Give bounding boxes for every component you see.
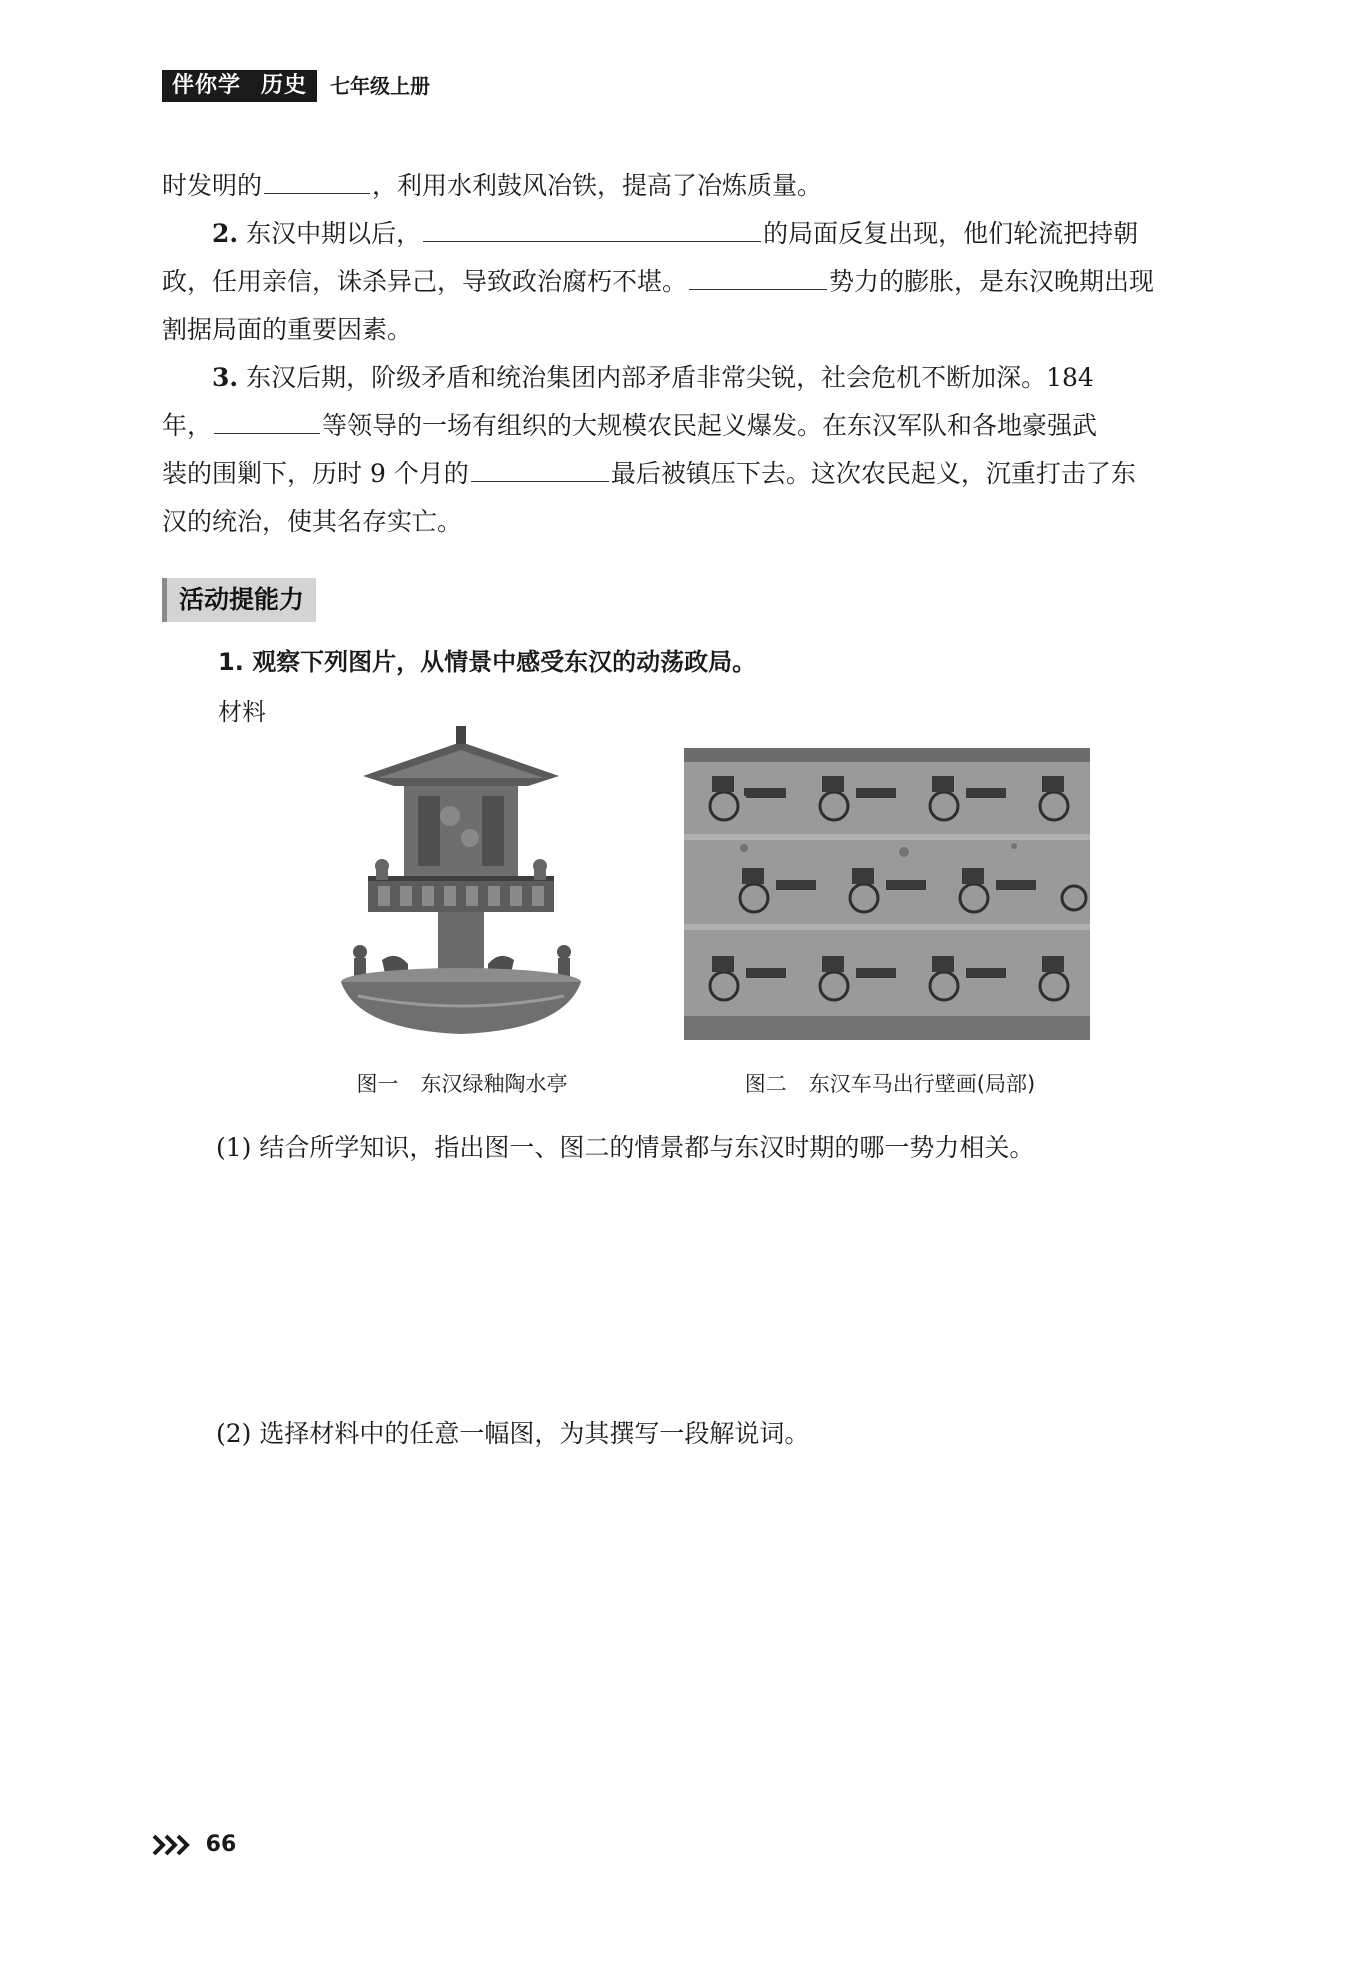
text: 年，: [162, 411, 213, 440]
text: 最后被镇压下去。这次农民起义，沉重打击了东: [610, 459, 1136, 488]
figure-2-chariot-mural: [684, 748, 1090, 1040]
figure-2-caption: [700, 1068, 1080, 1098]
item-2-line-1: [212, 210, 1262, 258]
pottery-pavilion-illustration: [338, 720, 584, 1036]
sub-question-2: (2) 选择材料中的任意一幅图，为其撰写一段解说词。: [216, 1419, 810, 1448]
item-2-line-3: 割据局面的重要因素。: [162, 315, 413, 344]
text: 东汉中期以后，: [246, 219, 422, 248]
fill-blank[interactable]: [214, 403, 320, 434]
section-title: 活动提能力: [162, 578, 316, 622]
text: 的局面反复出现，他们轮流把持朝: [763, 219, 1139, 248]
text: 等领导的一场有组织的大规模农民起义爆发。在东汉军队和各地豪强武: [322, 411, 1098, 440]
fill-blank[interactable]: [689, 259, 827, 290]
text: 装的围剿下，历时 9 个月的: [162, 459, 469, 488]
figure-1-pottery-pavilion: [338, 720, 584, 1036]
fill-blank[interactable]: [264, 163, 370, 194]
fill-blank[interactable]: [423, 211, 761, 242]
item-number: 2.: [212, 219, 239, 248]
item-2-line-2: [162, 258, 1212, 306]
figure-1-caption: [322, 1068, 602, 1098]
item-3-line-4: 汉的统治，使其名存实亡。: [162, 507, 463, 536]
fill-blank[interactable]: [471, 451, 609, 482]
item-3-line-2: [162, 402, 1212, 450]
chevrons-icon: [152, 1833, 198, 1857]
text: 时发明的: [162, 171, 263, 200]
material-label: 材料: [218, 698, 266, 726]
text: 东汉后期，阶级矛盾和统治集团内部矛盾非常尖锐，社会危机不断加深。184: [246, 363, 1094, 392]
caption-text: 东汉车马出行壁画(局部): [808, 1072, 1036, 1096]
text: ，利用水利鼓风冶铁，提高了冶炼质量。: [372, 171, 823, 200]
activity-question-1: [218, 642, 756, 682]
text: 政，任用亲信，诛杀异己，导致政治腐朽不堪。: [162, 267, 688, 296]
book-title-series: 伴你学: [172, 73, 242, 98]
book-title-badge: [162, 70, 317, 102]
item-3-line-1: [212, 354, 1262, 402]
item-number: 1.: [218, 648, 244, 676]
item-number: 3.: [212, 363, 239, 392]
sub-question-1: (1) 结合所学知识，指出图一、图二的情景都与东汉时期的哪一势力相关。: [216, 1133, 1035, 1162]
caption-text: 东汉绿釉陶水亭: [420, 1072, 568, 1096]
grade-label: 七年级上册: [330, 74, 430, 98]
text: 势力的膨胀，是东汉晚期出现: [829, 267, 1155, 296]
page-footer: [152, 1832, 236, 1857]
caption-label: 图二: [744, 1072, 787, 1096]
page-number: 66: [205, 1832, 237, 1857]
paragraph-1-line-continued: [162, 162, 1212, 210]
book-title-subject: 历史: [261, 73, 308, 98]
chariot-mural-illustration: [684, 748, 1090, 1040]
caption-label: 图一: [356, 1072, 399, 1096]
item-3-line-3: [162, 450, 1212, 498]
text: 观察下列图片，从情景中感受东汉的动荡政局。: [252, 648, 757, 676]
